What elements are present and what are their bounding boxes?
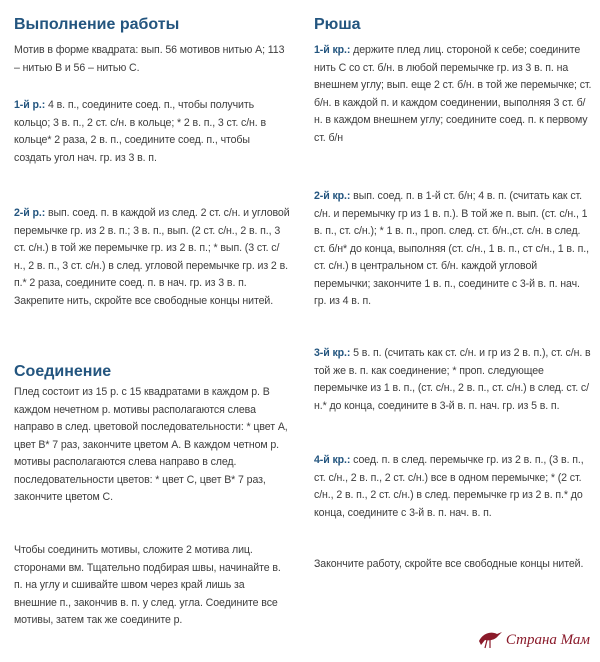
round-2-label: 2-й р.: (14, 207, 46, 219)
watermark-text: Страна Мам (505, 632, 590, 648)
ruffle-title: Рюша (314, 16, 361, 33)
ruffle-round-3-paragraph (314, 345, 592, 415)
ruffle-round-2-paragraph (314, 188, 592, 311)
join-paragraph-2: Чтобы соединить мотивы, сложите 2 мотива лиц. сторонами вм. Тщательно подбирая швы, начинайте в. п. на углу и сшивайте швом через край лишь за внешние п., закончив в. п. у след. угла. Соедините все мотивы, затем так же соедините р. (14, 544, 281, 626)
ruffle-round-3-text: 5 в. п. (считать как ст. с/н. и гр из 2 в. п.), ст. с/н. в той же в. п. как соединение; * проп. следующее перемычке из 1 в. п., (ст. с/н., 2 в. п., ст. с/н.) в след. ст. с/н.* до конца, соедините в 3-й в. п. нач. гр. из 5 в. п. (314, 347, 591, 412)
round-1-label: 1-й р.: (14, 99, 46, 111)
round-2-paragraph (14, 205, 290, 310)
watermark (477, 627, 590, 654)
ruffle-round-1-text: держите плед лиц. стороной к себе; соедините нить С со ст. б/н. в любой перемычке гр. из 3 в. п. на внешнем углу; вып. еще 2 ст. б/н. в той же перемычке; ст. б/н. в каждой п. и каждом соединении, выполняя 3 ст. б/н. в каждом внешнем углу; соедините соед. п. к первому ст. б/н (314, 44, 592, 144)
ruffle-round-1-paragraph (314, 42, 592, 147)
ruffle-round-4-paragraph (314, 452, 592, 522)
round-1-paragraph (14, 97, 290, 167)
round-2-text: вып. соед. п. в каждой из след. 2 ст. с/н. и угловой перемычке гр. из 2 в. п.; 3 в. п., вып. (2 ст. с/н., 2 в. п., 3 ст. с/н.) в той же перемычке гр. из 2 в. п.; * вып. (3 ст. с/н., 2 в. п., 3 ст. с/н.) в след. угловой перемычке гр. из 2 в. п.* 2 раза, соедините соед. п. в нач. гр. из 3 в. п. Закрепите нить, скройте все свободные концы нитей. (14, 207, 290, 307)
ending-paragraph: Закончите работу, скройте все свободные концы нитей. (314, 558, 584, 570)
ruffle-round-1-label: 1-й кр.: (314, 44, 351, 56)
ruffle-round-3-label: 3-й кр.: (314, 347, 351, 359)
work-title: Выполнение работы (14, 16, 180, 33)
ruffle-round-2-text: вып. соед. п. в 1-й ст. б/н; 4 в. п. (считать как ст. с/н. и перемычку гр из 1 в. п.). В той же п. вып. (ст. с/н., 1 в. п., ст. с/н.); * 1 в. п., проп. след. ст. б/н.,ст. с/н. в след. ст. б/н* до конца, выполняя (ст. с/н., 1 в. п., ст с/н., 1 в. п., ст. с/н.) в центральном ст. б/н. каждой угловой перемычки; закончите 1 в. п., соедините с 3-й в. п. нач. гр. из 4 в. п. (314, 190, 589, 307)
round-1-text: 4 в. п., соедините соед. п., чтобы получить кольцо; 3 в. п., 2 ст. с/н. в кольце; * 2 в. п., 3 ст. с/н. в кольце* 2 раза, 2 в. п., соедините соед. п., чтобы создать угол нач. гр. из 3 в. п. (14, 99, 267, 164)
ruffle-round-4-text: соед. п. в след. перемычке гр. из 2 в. п., (3 в. п., ст. с/н., 2 в. п., 2 ст. с/н.) все в одном перемычке; * (2 ст. с/н., 2 в. п., 2 ст. с/н.) в след. перемычке гр из 2 в. п.* до конца, соедините с 3-й в. п. нач. в. п. (314, 454, 584, 519)
intro-paragraph: Мотив в форме квадрата: вып. 56 мотивов нитью А; 113 – нитью В и 56 – нитью С. (14, 44, 285, 74)
ruffle-round-4-label: 4-й кр.: (314, 454, 351, 466)
ruffle-round-2-label: 2-й кр.: (314, 190, 351, 202)
join-title: Соединение (14, 363, 112, 380)
stork-icon (477, 627, 506, 654)
join-paragraph-1: Плед состоит из 15 р. с 15 квадратами в каждом р. В каждом нечетном р. мотивы располагаются слева направо в след. цветовой последовательности: * цвет А, цвет В* 7 раз, закончите цветом А. В каждом четном р. мотивы располагаются слева направо в след. последовательности цветов: * цвет С, цвет В* 7 раз, закончите цветом С. (14, 386, 288, 503)
